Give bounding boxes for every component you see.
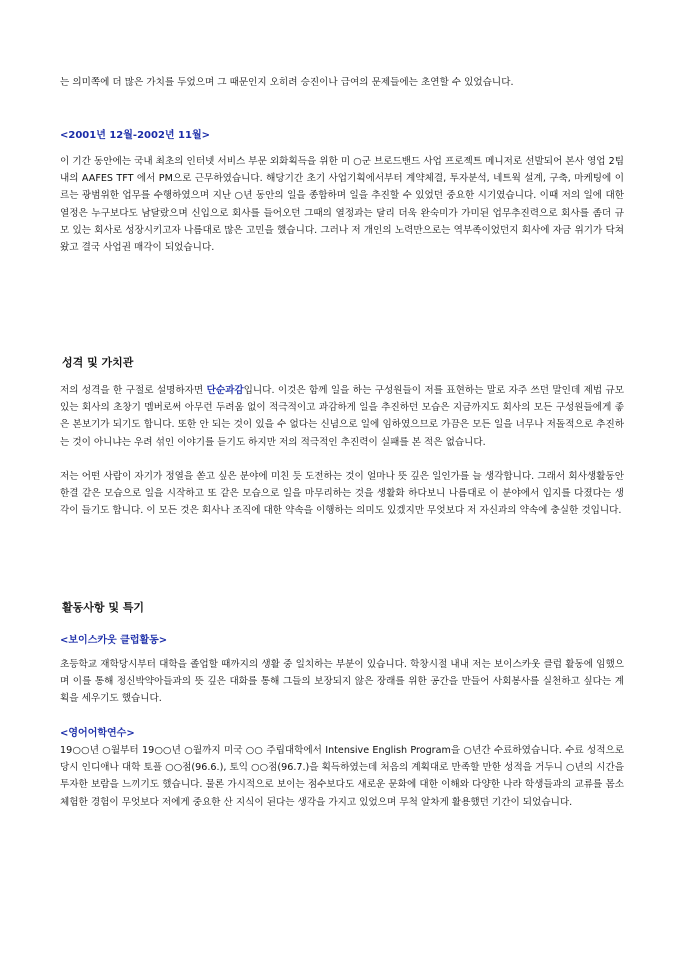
career-intro-paragraph: 는 의미쪽에 더 많은 가치를 두었으며 그 때문인지 오히려 승진이나 급여의 문제들에는 초연할 수 있었습니다. — [60, 77, 514, 88]
personality-p1-end: 입니다. 이것은 함께 일을 하는 구성원들이 저를 표현하는 말로 자주 쓰던 말인데 제법 규모 있는 회사의 초창기 멤버로써 아무런 두려움 없이 적극적이고 과감하게 일을 추진하던 모습은 지금까지도 회사의 모든 구성원들에게 좋은 본보기가 되기도 합니다. 또한 안 되는 것이 있을 수 없다는 신념으로 일에 임하였으므로 가끔은 모든 일을 너무나 저돌적으로 추진하는 것이 아니냐는 우려 섞인 이야기를 듣기도 하지만 저의 적극적인 추진력이 실패를 본 적은 없습니다. — [60, 385, 625, 448]
language-study-paragraph: 19○○년 ○월부터 19○○년 ○월까지 미국 ○○ 주립대학에서 Intensive English Program을 ○년간 수료하였습니다. 수료 성적으로 당시 인디애나 대학 토플 ○○점(96.6.), 토익 ○○점(96.7.)을 획득하였는데 처음의 계획대로 만족할 만한 성적을 거두니 ○년의 시간을 투자한 보람을 느끼기도 했습니다. 물론 가시적으로 보이는 점수보다도 새로운 문화에 대한 이해와 다양한 나라 학생들과의 교류를 몸소 체험한 경험이 무엇보다 저에게 중요한 산 지식이 된다는 생각을 가지고 있었으며 무척 알차게 활용했던 기간이 되었습니다. — [60, 745, 624, 808]
boy-scout-subheading: <보이스카웃 클럽활동> — [60, 635, 168, 646]
personality-heading: 성격 및 가치관 — [62, 356, 134, 369]
personality-paragraph-1 — [60, 382, 624, 451]
language-study-subheading: <영어어학연수> — [60, 728, 135, 739]
career-period-paragraph: 이 기간 동안에는 국내 최초의 인터넷 서비스 부문 외화획득을 위한 미 ○군 브로드밴드 사업 프로젝트 메니저로 선발되어 본사 영업 2팀 내의 AAFES TFT 에서 PM으로 근무하였습니다. 해당기간 초기 사업기획에서부터 계약체결, 투자분석, 네트웍 설계, 구축, 마케팅에 이르는 광범위한 업무를 수행하였으며 지난 ○년 동안의 일을 종합하며 일을 추진할 수 있었던 중요한 시기였습니다. 이때 저의 일에 대한 열정은 누구보다도 남달랐으며 신입으로 회사를 들어오던 그때의 열정과는 달리 더욱 완숙미가 가미된 업무추진력으로 회사를 좀더 규모 있는 회사로 성장시키고자 나름대로 많은 고민을 했습니다. 그러나 저 개인의 노력만으로는 역부족이었던지 회사에 자금 위기가 닥쳐왔고 결국 사업권 매각이 되었습니다. — [60, 156, 624, 254]
personality-keyword: 단순과감 — [206, 385, 244, 396]
activities-heading: 활동사항 및 특기 — [62, 601, 145, 614]
career-period-subheading: <2001년 12월-2002년 11월> — [60, 130, 211, 141]
personality-p1-start: 저의 성격을 한 구절로 설명하자면 — [60, 385, 207, 396]
personality-paragraph-2: 저는 어떤 사람이 자기가 정열을 쏟고 싶은 분야에 미친 듯 도전하는 것이 얼마나 뜻 깊은 일인가를 늘 생각합니다. 그래서 회사생활동안 한결 같은 모습으로 일을 시작하고 또 같은 모습으로 일을 마무리하는 것을 생활화 하다보니 나름대로 이 분야에서 입지를 다졌다는 생각이 들기도 합니다. 이 모든 것은 회사나 조직에 대한 약속을 이행하는 의미도 있겠지만 무엇보다 저 자신과의 약속에 충실한 것입니다. — [60, 471, 624, 517]
boy-scout-paragraph: 초등학교 재학당시부터 대학을 졸업할 때까지의 생활 중 일치하는 부분이 있습니다. 학창시절 내내 저는 보이스카웃 클럽 활동에 임했으며 이를 통해 정신박약아들과의 뜻 깊은 대화를 통해 그들의 보장되지 않은 장래를 위한 공간을 만들어 사회봉사를 실천하고 싶다는 계획을 세우기도 했습니다. — [60, 659, 624, 705]
